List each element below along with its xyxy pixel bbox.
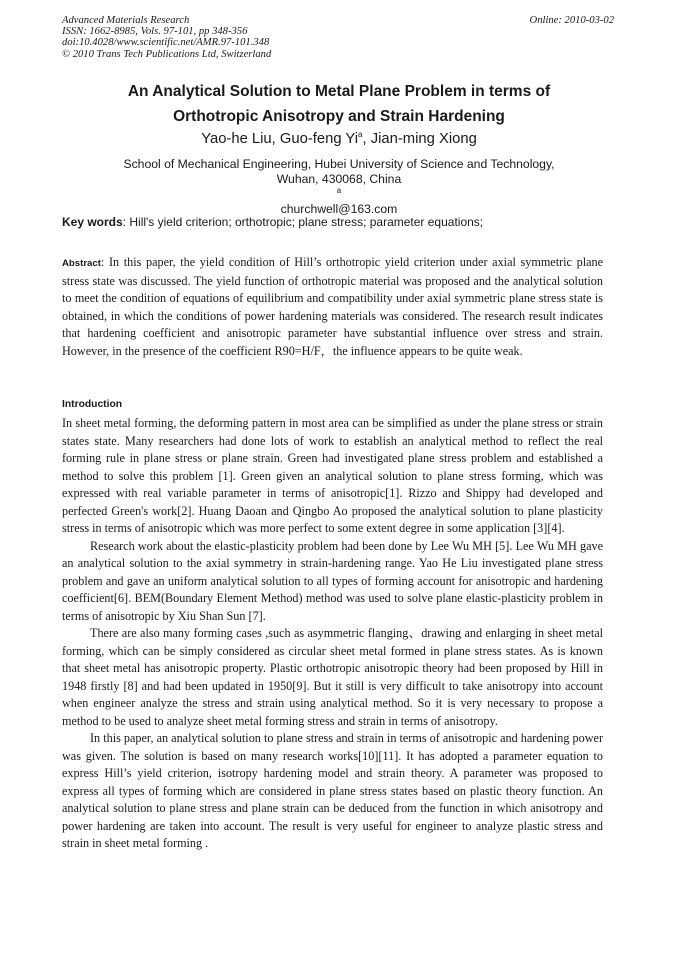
author-superscript: a xyxy=(358,130,363,140)
copyright-line: © 2010 Trans Tech Publications Ltd, Switzerland xyxy=(62,48,272,60)
author-email: churchwell@163.com xyxy=(280,202,398,216)
affiliation-line-1: School of Mechanical Engineering, Hubei University of Science and Technology, xyxy=(123,157,555,171)
intro-paragraph-3: There are also many forming cases ,such as asymmetric flanging、drawing and enlarging in sheet metal forming, which can be simply considered as circular sheet metal formed in plane stress states. As is known that sheet metal has anisotropic property. Plastic orthotropic anisotropic theory had been proposed by Hill in 1948 firstly [8] and had been updated in 1950[9]. But it still is very difficult to take anisotropy into account when engineer analyze the stress and strain using analytical method. So it is very necessary to propose a method to be used to analyze sheet metal forming stress and strain in terms of anisotropy. xyxy=(62,626,603,728)
intro-paragraph-1: In sheet metal forming, the deforming pattern in most area can be simplified as under the plane stress or strain states state. Many researchers had done lots of work to establish an analytical method to reflect the real forming rule in plane stress or plane strain. Green had investigated plane stress problem and established a method to solve this problem [1]. Green given an analytical solution to plane stress forming, which was expressed with real variable parameter in terms of anisotropic[1]. Rizzo and Shippy had developed and perfected Green's work[2]. Huang Daoan and Qingbo Ao proposed the analytical solution to plane plasticity stress in terms of anisotropic which was more perfect to some extent degree in some application [3][4]. xyxy=(62,416,603,535)
intro-paragraph-4: In this paper, an analytical solution to plane stress and strain in terms of anisotropic and hardening power was given. The solution is based on many research works[10][11]. It has adopted a parameter equation to express Hill’s yield criterion, isotropy hardening model and strain theory. A parameter was proposed to express all types of forming which are considered in plane stress states based on plastic theory function. An analytical solution to plane stress and plane strain can be deduced from the function in which anisotropy and power hardening are taken into account. The result is very useful for engineer to analyze plastic stress and strain in sheet metal forming . xyxy=(62,731,603,850)
authors-part-2: , Jian-ming Xiong xyxy=(362,131,477,147)
section-heading-introduction: Introduction xyxy=(62,399,123,410)
online-date: Online: 2010-03-02 xyxy=(529,15,614,26)
affiliation-line-2: Wuhan, 430068, China xyxy=(276,172,402,186)
author-list xyxy=(62,129,616,149)
journal-name: Advanced Materials Research xyxy=(62,15,190,26)
paper-title xyxy=(62,79,616,129)
journal-info xyxy=(62,15,271,60)
introduction-body xyxy=(62,415,603,853)
abstract xyxy=(62,254,603,360)
keywords xyxy=(62,215,616,230)
email-superscript: a xyxy=(336,185,342,195)
abstract-label: Abstract xyxy=(62,258,101,269)
title-line-1: An Analytical Solution to Metal Plane Problem in terms of xyxy=(127,83,551,100)
affiliation xyxy=(62,157,616,217)
authors-part-1: Yao-he Liu, Guo-feng Yi xyxy=(201,131,359,147)
abstract-text: : In this paper, the yield condition of Hill’s orthotropic yield criterion under axial symmetric plane stress state was discussed. The yield function of orthotropic material was proposed and the analytical solution to meet the condition of equations of equilibrium and compatibility under axial symmetric plane stress state is obtained, in which the conditions of power hardening materials was considered. The research result indicates that hardening coefficient and anisotropic parameter have substantial influence over stress and strain. However, in the presence of the coefficient R90=H/F，the influence appears to be quite weak. xyxy=(62,255,603,358)
keywords-text: : Hill's yield criterion; orthotropic; plane stress; parameter equations; xyxy=(122,215,484,229)
keywords-label: Key words xyxy=(62,215,123,229)
doi-line: doi:10.4028/www.scientific.net/AMR.97-101.348 xyxy=(62,37,270,49)
title-line-2: Orthotropic Anisotropy and Strain Hardening xyxy=(173,108,505,125)
email-line xyxy=(62,187,616,217)
issn-line: ISSN: 1662-8985, Vols. 97-101, pp 348-356 xyxy=(62,26,248,38)
intro-paragraph-2: Research work about the elastic-plasticity problem had been done by Lee Wu MH [5]. Lee Wu MH gave an analytical solution to the axial symmetry in strain-hardening range. Yao He Liu investigated plane stress problem and gave an uniform analytical solution to all types of forming account for anisotropic and hardening coefficient[6]. BEM(Boundary Element Method) method was used to solve plane elastic-plasticity problem in terms of anisotropic by Xiu Shan Sun [7]. xyxy=(62,538,603,623)
